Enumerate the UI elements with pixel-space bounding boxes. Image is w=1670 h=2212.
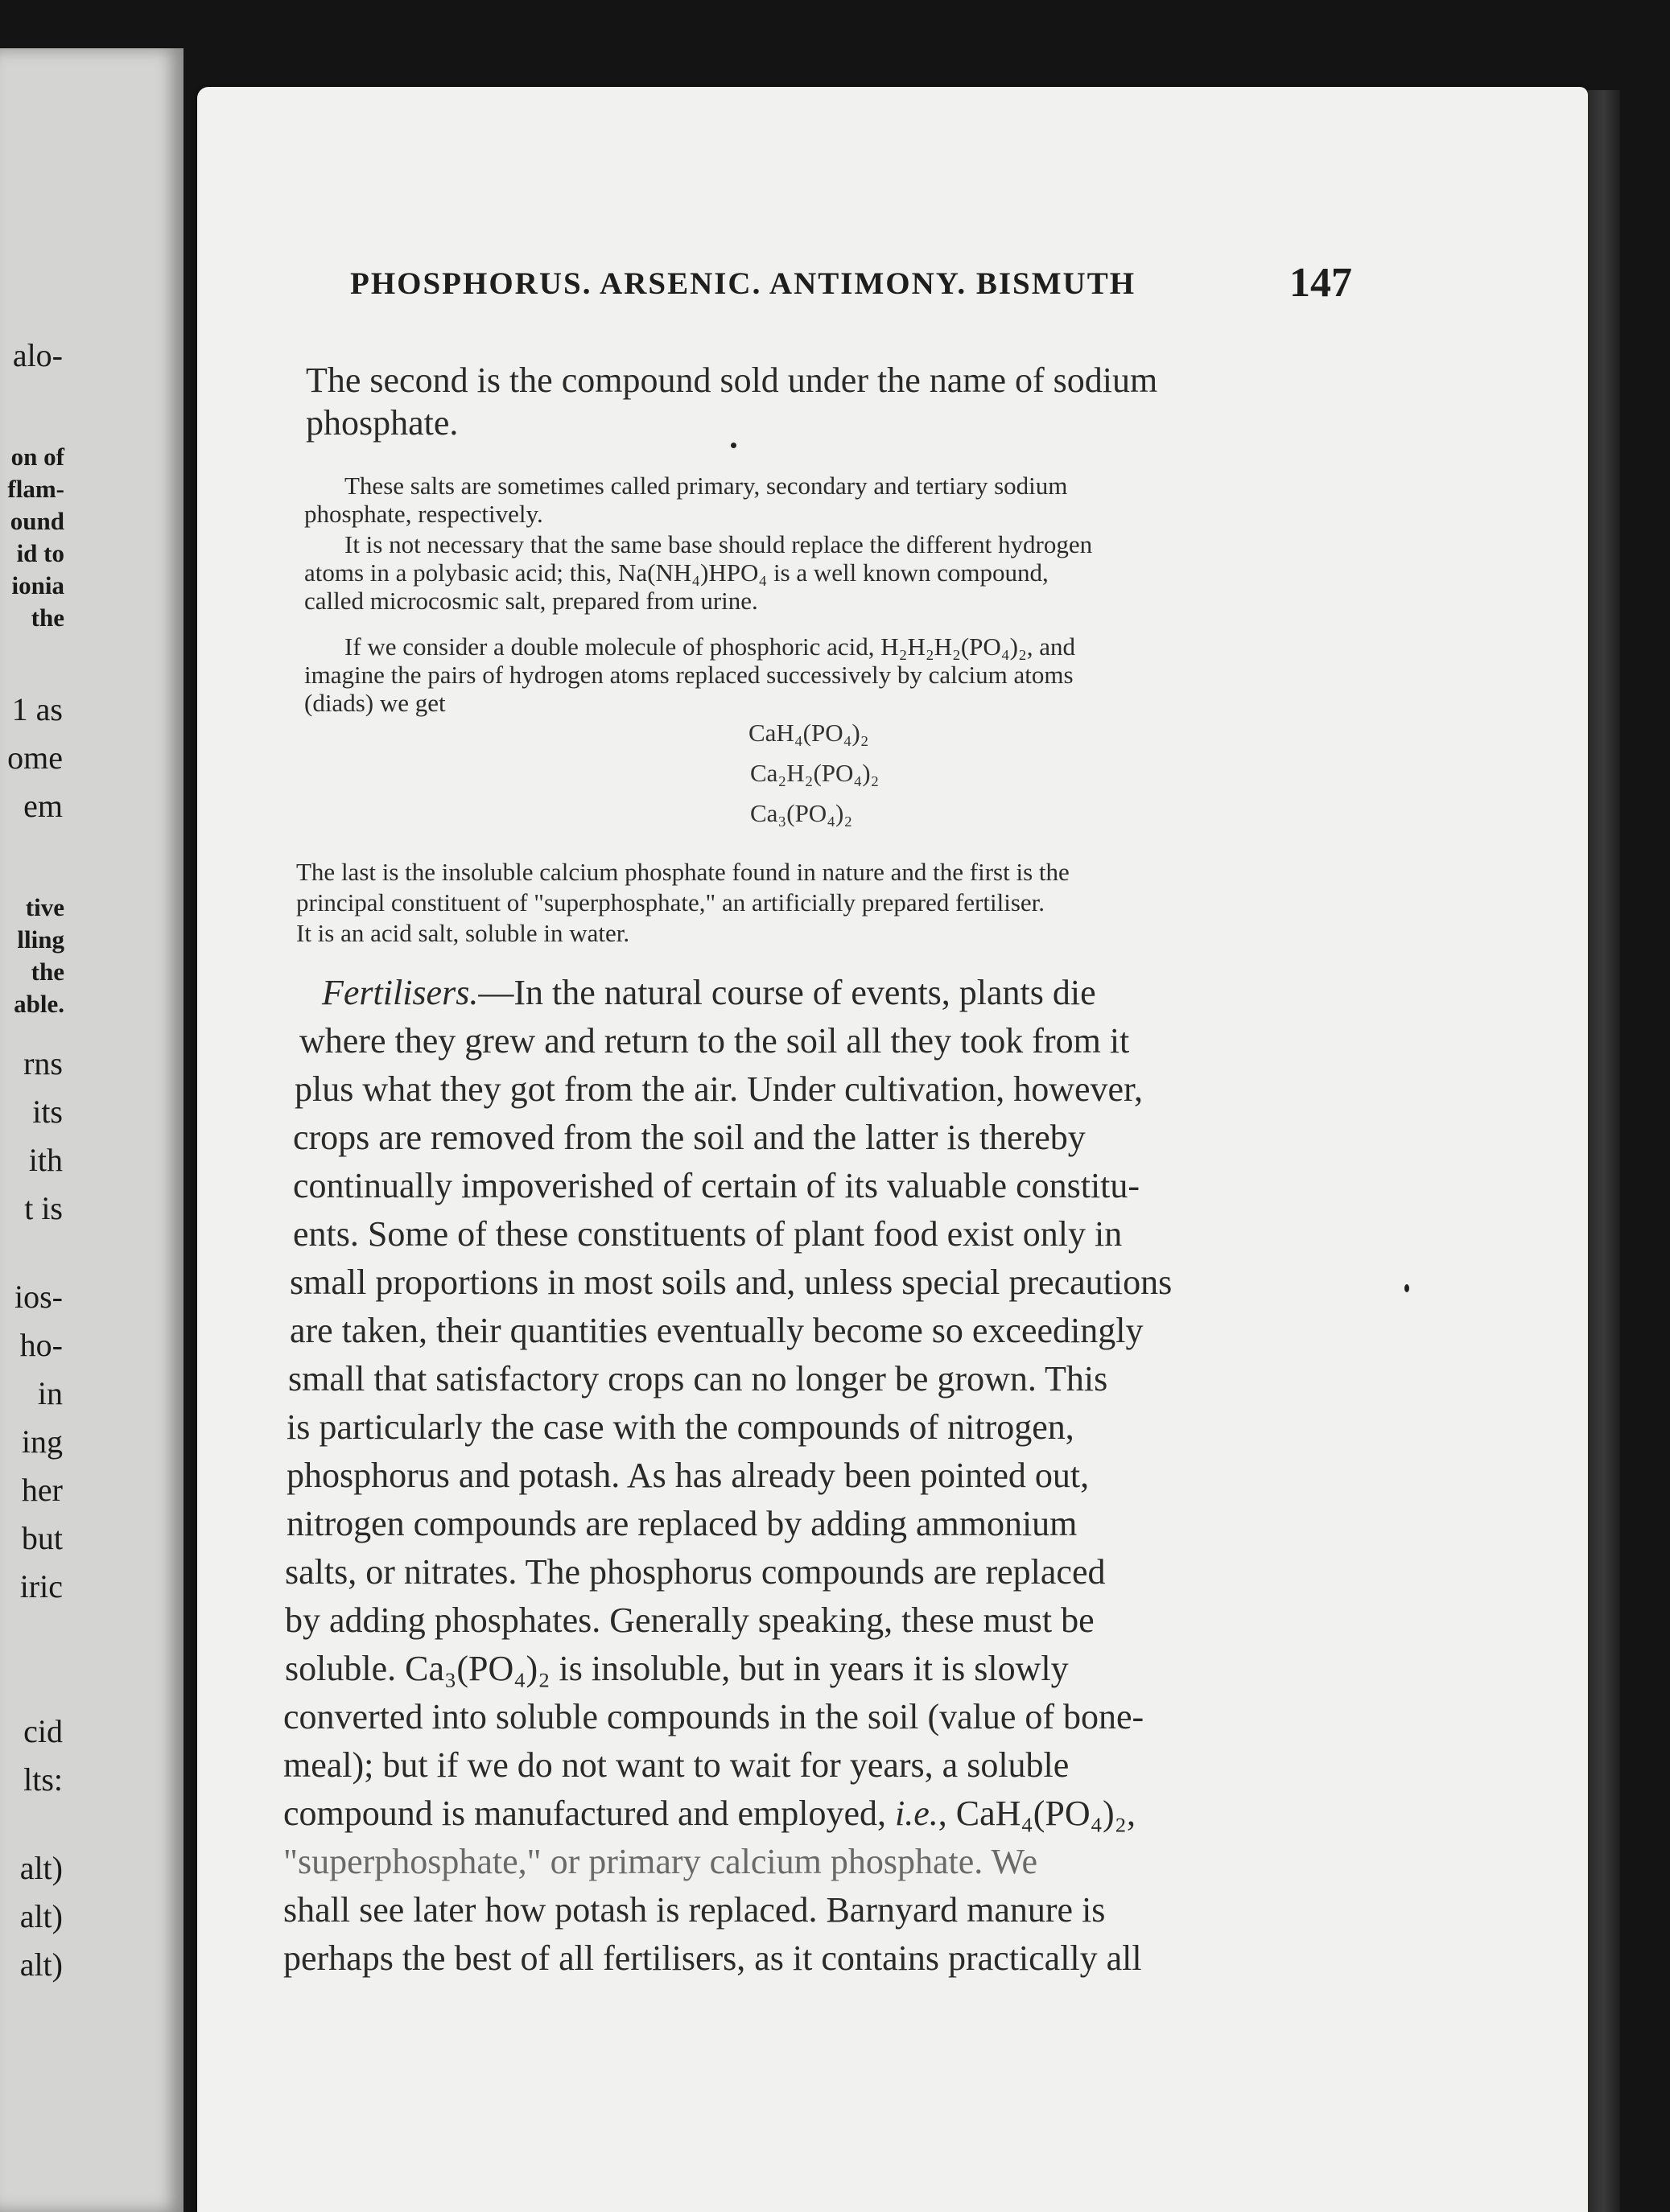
left-fragment: iric bbox=[19, 1568, 63, 1604]
note-line: atoms in a polybasic acid; this, Na(NH₄)HPO₄ is a well known compound, bbox=[304, 558, 1049, 587]
print-speck bbox=[1404, 1284, 1409, 1292]
body-line: continually impoverished of certain of its valuable constitu- bbox=[293, 1166, 1140, 1205]
left-fragment: t is bbox=[24, 1190, 63, 1226]
left-fragment: ing bbox=[21, 1423, 63, 1460]
body-line-text: compound is manufactured and employed, bbox=[283, 1794, 896, 1833]
left-fragment: alo- bbox=[12, 337, 63, 373]
left-fragment: lts: bbox=[23, 1761, 63, 1798]
left-fragment: able. bbox=[14, 990, 64, 1018]
left-fragment: her bbox=[21, 1472, 63, 1508]
fertilisers-heading: Fertilisers. bbox=[322, 973, 479, 1012]
intro-line: The second is the compound sold under the name of sodium bbox=[306, 360, 1158, 400]
left-fragment: the bbox=[31, 603, 64, 632]
running-head: PHOSPHORUS. ARSENIC. ANTIMONY. BISMUTH bbox=[350, 266, 1136, 301]
left-fragment: ome bbox=[7, 739, 63, 776]
formula-line: CaH₄(PO₄)₂ bbox=[748, 719, 869, 747]
left-fragment: the bbox=[31, 958, 64, 986]
note-line: It is not necessary that the same base should replace the different hydrogen bbox=[344, 530, 1093, 558]
left-fragment: ionia bbox=[11, 571, 64, 599]
page-number: 147 bbox=[1289, 260, 1352, 306]
body-line: small that satisfactory crops can no longer be grown. This bbox=[288, 1359, 1108, 1398]
body-line bbox=[283, 1793, 1136, 1834]
left-fragment: id to bbox=[16, 539, 64, 567]
left-fragment: alt) bbox=[19, 1946, 63, 1983]
body-line: ents. Some of these constituents of plant food exist only in bbox=[293, 1214, 1123, 1254]
left-fragment: tive bbox=[25, 893, 64, 921]
page-stack-edge bbox=[1588, 90, 1620, 2212]
left-fragment: but bbox=[21, 1520, 63, 1556]
body-line: "superphosphate," or primary calcium phosphate. We bbox=[283, 1842, 1037, 1881]
note-line: imagine the pairs of hydrogen atoms replaced successively by calcium atoms bbox=[304, 661, 1074, 689]
body-line: meal); but if we do not want to wait for years, a soluble bbox=[283, 1745, 1070, 1785]
note-line: It is an acid salt, soluble in water. bbox=[296, 919, 630, 947]
body-line: shall see later how potash is replaced. Barnyard manure is bbox=[283, 1890, 1106, 1930]
body-line: phosphorus and potash. As has already been pointed out, bbox=[287, 1456, 1090, 1495]
note-line: The last is the insoluble calcium phosphate found in nature and the first is the bbox=[296, 858, 1070, 886]
left-fragment: alt) bbox=[19, 1898, 63, 1934]
body-line: where they grew and return to the soil all they took from it bbox=[299, 1021, 1130, 1061]
body-line: nitrogen compounds are replaced by adding ammonium bbox=[287, 1504, 1078, 1543]
print-speck bbox=[731, 443, 736, 448]
body-line: perhaps the best of all fertilisers, as it contains practically all bbox=[283, 1938, 1142, 1978]
left-fragment: ith bbox=[28, 1142, 63, 1178]
body-line: crops are removed from the soil and the latter is thereby bbox=[293, 1118, 1086, 1157]
body-line: converted into soluble compounds in the soil (value of bone- bbox=[283, 1697, 1144, 1736]
left-fragment: ound bbox=[10, 507, 64, 535]
note-line: called microcosmic salt, prepared from urine. bbox=[304, 587, 758, 615]
body-line: small proportions in most soils and, unless special precautions bbox=[290, 1263, 1173, 1302]
formula-line: Ca₂H₂(PO₄)₂ bbox=[750, 759, 880, 787]
body-line bbox=[322, 972, 1096, 1013]
left-fragment: cid bbox=[23, 1713, 63, 1749]
left-fragment: flam- bbox=[7, 475, 64, 503]
body-line: soluble. Ca₃(PO₄)₂ is insoluble, but in years it is slowly bbox=[285, 1649, 1069, 1688]
facing-page-edge bbox=[0, 48, 183, 2212]
note-line: These salts are sometimes called primary, secondary and tertiary sodium bbox=[344, 472, 1068, 500]
body-line-text: —In the natural course of events, plants die bbox=[478, 973, 1096, 1012]
left-fragment: ios- bbox=[14, 1279, 63, 1315]
note-line: principal constituent of "superphosphate," an artificially prepared fertiliser. bbox=[296, 888, 1045, 917]
note-line: phosphate, respectively. bbox=[304, 500, 543, 528]
body-line: salts, or nitrates. The phosphorus compounds are replaced bbox=[285, 1552, 1106, 1592]
left-fragment: its bbox=[32, 1094, 63, 1130]
body-line: is particularly the case with the compounds of nitrogen, bbox=[287, 1407, 1074, 1447]
body-line: plus what they got from the air. Under cultivation, however, bbox=[295, 1069, 1143, 1109]
left-fragment: 1 as bbox=[11, 691, 63, 727]
note-line: If we consider a double molecule of phosphoric acid, H₂H₂H₂(PO₄)₂, and bbox=[344, 632, 1076, 661]
body-line: are taken, their quantities eventually become so exceedingly bbox=[290, 1311, 1144, 1350]
left-fragment: on of bbox=[10, 443, 64, 471]
left-fragment: ho- bbox=[19, 1327, 63, 1363]
note-line: (diads) we get bbox=[304, 689, 446, 717]
formula-line: Ca₃(PO₄)₂ bbox=[750, 799, 853, 827]
left-fragment: in bbox=[37, 1375, 63, 1411]
intro-line: phosphate. bbox=[306, 403, 459, 443]
body-line-text: , CaH₄(PO₄)₂, bbox=[938, 1794, 1136, 1833]
ie-abbreviation: i.e. bbox=[895, 1794, 938, 1833]
left-fragment: alt) bbox=[19, 1850, 63, 1886]
body-line: by adding phosphates. Generally speaking, these must be bbox=[285, 1600, 1095, 1640]
left-fragment: em bbox=[23, 788, 63, 824]
left-fragment: rns bbox=[23, 1045, 63, 1081]
left-fragment: lling bbox=[17, 925, 64, 954]
